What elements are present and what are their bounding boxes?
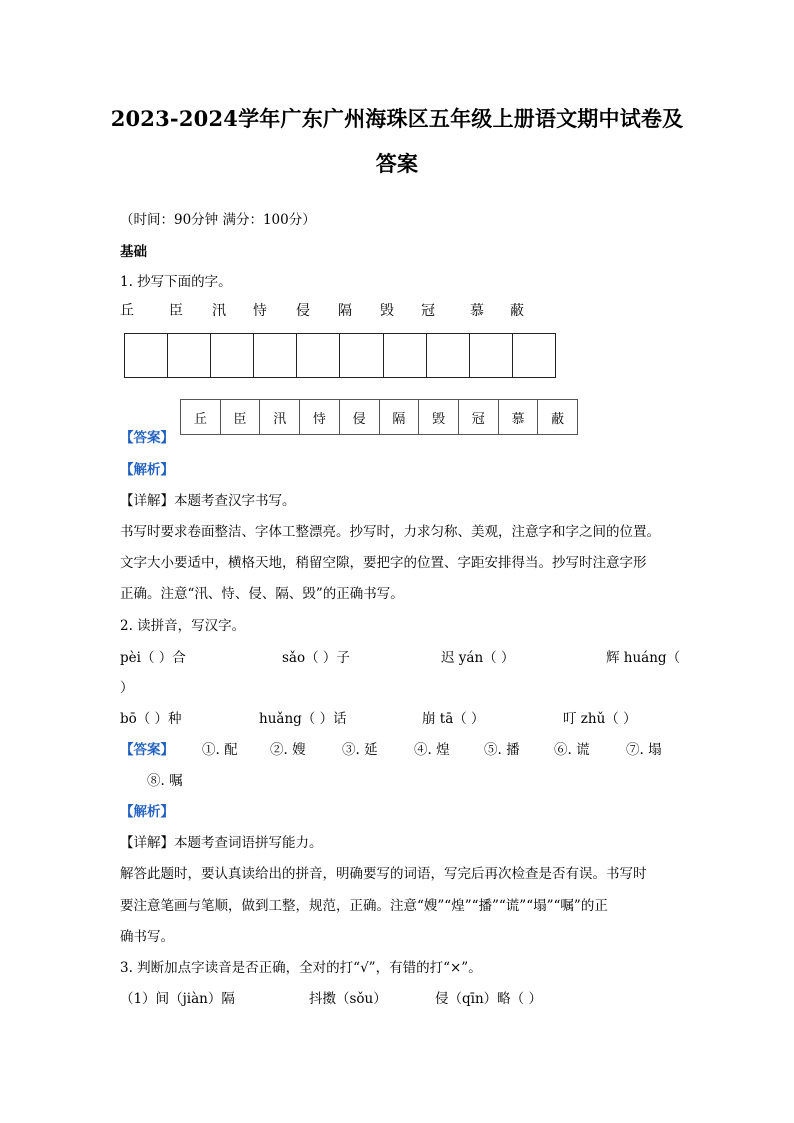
q2-item: pèi（ ）合: [120, 650, 186, 666]
q2-answer: ②. 嫂: [270, 742, 306, 758]
answer-cell: 隔: [380, 400, 420, 434]
answer-cell: 汛: [260, 400, 300, 434]
section-heading: 基础: [120, 244, 147, 260]
q2-text: 要注意笔画与笔顺，做到工整，规范，正确。注意“嫂”“煌”“播”“谎”“塌”“嘱”的正: [120, 898, 608, 914]
q1-char: 冠: [421, 303, 435, 319]
q2-answer: ④. 煌: [414, 742, 450, 758]
q1-char: 毁: [380, 303, 394, 319]
q2-analysis-label: 【解析】: [120, 804, 174, 820]
answer-cell: 蔽: [551, 411, 565, 427]
answer-cell: 丘: [181, 400, 221, 434]
answer-cell: 侵: [340, 400, 380, 434]
writing-grid: [124, 333, 556, 378]
q2-answer: ③. 延: [342, 742, 378, 758]
q2-text: 解答此题时，要认真读给出的拼音，明确要写的词语，写完后再次检查是否有误。书写时: [120, 866, 647, 882]
answer-cell: 冠: [459, 400, 499, 434]
answer-cell: 慕: [499, 400, 539, 434]
q2-item: huǎng（ ）话: [259, 711, 347, 727]
q2-prompt: 2. 读拼音，写汉字。: [120, 618, 246, 634]
q1-char: 汛: [212, 303, 226, 319]
q2-answer: ⑤. 播: [484, 742, 520, 758]
q2-item: 崩 tā（ ）: [422, 711, 485, 727]
q1-char: 丘: [120, 303, 134, 319]
q1-text: 正确。注意“汛、恃、侵、隔、毁”的正确书写。: [120, 586, 404, 602]
q2-answer-label: 【答案】: [120, 742, 174, 758]
q1-detail: 【详解】本题考查汉字书写。: [120, 493, 296, 509]
q1-text: 文字大小要适中，横格天地，稍留空隙，要把字的位置、字距安排得当。抄写时注意字形: [120, 555, 647, 571]
q1-prompt: 1. 抄写下面的字。: [120, 274, 232, 290]
q1-answer-label: 【答案】: [120, 430, 174, 446]
q1-text: 书写时要求卷面整洁、字体工整漂亮。抄写时，力求匀称、美观，注意字和字之间的位置。: [120, 524, 660, 540]
q2-text: 确书写。: [120, 929, 174, 945]
q2-answer: ①. 配: [202, 742, 238, 758]
page-title-cont: 答案: [375, 151, 419, 176]
q2-item: 辉 huáng（: [606, 650, 681, 666]
q3-prompt: 3. 判断加点字读音是否正确，全对的打“√”，有错的打“×”。: [120, 960, 482, 976]
q2-answer: ⑦. 塌: [626, 742, 662, 758]
q2-row-cont: ）: [120, 680, 134, 696]
q3-item: 抖擞（sǒu）: [309, 991, 387, 1007]
q1-analysis-label: 【解析】: [120, 462, 174, 478]
q2-answer: ⑥. 谎: [554, 742, 590, 758]
q2-item: 迟 yán（ ）: [441, 650, 515, 666]
q1-char: 隔: [338, 303, 352, 319]
q3-item: （1）间（jiàn）隔: [120, 991, 235, 1007]
q2-item: 叮 zhǔ（ ）: [563, 711, 637, 727]
page-title: 2023-2024学年广东广州海珠区五年级上册语文期中试卷及: [110, 106, 684, 131]
q2-answer-last: ⑧. 嘱: [147, 773, 183, 789]
answer-grid: [180, 399, 578, 435]
q1-char: 蔽: [510, 303, 524, 319]
q1-char: 臣: [169, 303, 183, 319]
q2-item: bō（ ）种: [120, 711, 182, 727]
answer-cell: 毁: [419, 400, 459, 434]
q1-char: 侵: [296, 303, 310, 319]
q1-char: 慕: [470, 303, 484, 319]
q3-item: 侵（qīn）略（ ）: [435, 991, 542, 1007]
exam-meta: （时间：90分钟 满分：100分）: [120, 212, 316, 228]
q2-item: sǎo（ ）子: [282, 650, 350, 666]
answer-cell: 恃: [300, 400, 340, 434]
answer-cell: 臣: [221, 400, 261, 434]
q1-char: 恃: [253, 303, 267, 319]
q2-detail: 【详解】本题考查词语拼写能力。: [120, 835, 323, 851]
